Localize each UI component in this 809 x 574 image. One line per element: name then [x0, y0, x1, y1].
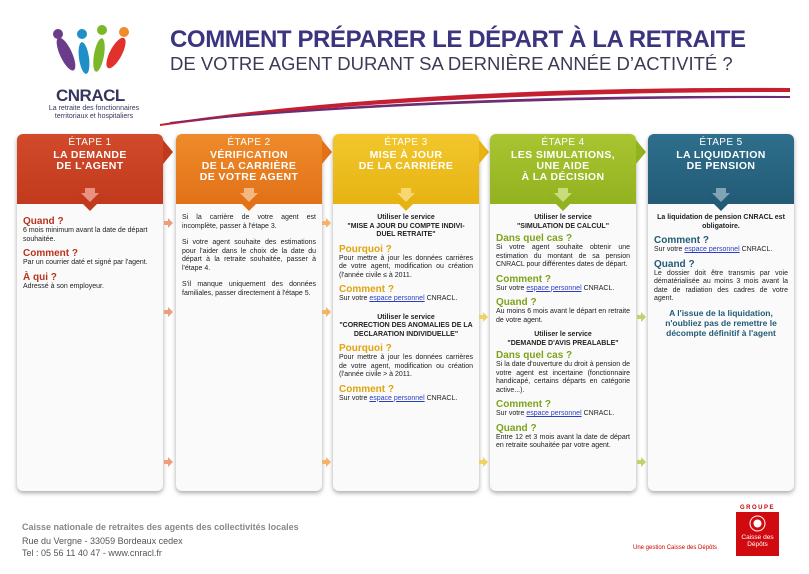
- how-text: [496, 410, 630, 419]
- step-3-content: [339, 214, 473, 407]
- step-2-label: ÉTAPE 2: [227, 137, 271, 148]
- step-2-title: VÉRIFICATION DE LA CARRIÈRE DE VOTRE AGENT: [199, 149, 299, 183]
- when-heading: Quand ?: [496, 297, 537, 308]
- footer-address: Rue du Vergne - 33059 Bordeaux cedex: [22, 536, 183, 546]
- how-text: Par un courrier daté et signé par l'agent.: [23, 259, 148, 266]
- how-heading: Comment ?: [339, 383, 394, 395]
- espace-personnel-link[interactable]: espace personnel: [526, 284, 582, 292]
- how-heading: Comment ?: [654, 235, 709, 246]
- why-heading: Pourquoi ?: [339, 343, 392, 354]
- crest-icon: [749, 515, 766, 532]
- cdc-text: Caisse des Dépôts: [741, 534, 774, 548]
- caisse-des-depots-logo: [736, 512, 779, 556]
- step-1-label: ÉTAPE 1: [68, 137, 112, 148]
- right-arrow-icon: [322, 457, 331, 467]
- logo-subtitle: La retraite des fonctionnaires territoriaux et hospitaliers: [48, 105, 140, 120]
- when-heading: Quand ?: [654, 258, 695, 270]
- when-text: Entre 12 et 3 mois avant la date de départ en retraite souhaitée par votre agent.: [496, 433, 630, 449]
- step-1-content: [23, 214, 157, 295]
- how-suffix: CNRACL.: [583, 284, 615, 292]
- step-4-column: [490, 134, 636, 491]
- down-arrow-icon: [81, 188, 99, 202]
- header-arrow-icon: [636, 140, 646, 164]
- case-heading: Dans quel cas ?: [496, 233, 573, 244]
- step-2-paragraph-2: Si votre agent souhaite des estimations pour l'aider dans le choix de la date du départ à la retraite souhaitée, passer à l'étape 4.: [182, 239, 316, 272]
- how-prefix: Sur votre: [496, 410, 525, 417]
- step-4-title: LES SIMULATIONS, UNE AIDE À LA DÉCISION: [510, 149, 616, 183]
- when-text: Le dossier doit être transmis par voie dématérialisée au moins 3 mois avant la date de radiation des cadres de votre agent.: [654, 269, 788, 302]
- footer-contact: Tel : 05 56 11 40 47 - www.cnracl.fr: [22, 548, 162, 558]
- step-3-label: ÉTAPE 3: [384, 137, 428, 148]
- espace-personnel-link[interactable]: espace personnel: [684, 246, 740, 253]
- to-whom-text: Adressé à son employeur.: [23, 282, 104, 290]
- service-name: "DEMANDE D'AVIS PREALABLE": [507, 339, 619, 347]
- service-intro: Utiliser le service: [377, 313, 435, 321]
- how-suffix: CNRACL.: [426, 394, 458, 402]
- to-whom-heading: À qui ?: [23, 271, 57, 283]
- step-2-paragraph-3: S'il manque uniquement des données familiales, passer directement à l'étape 5.: [182, 281, 316, 297]
- step-4-label: ÉTAPE 4: [541, 137, 585, 148]
- service-intro: Utiliser le service: [534, 331, 592, 338]
- how-prefix: Sur votre: [496, 284, 525, 292]
- how-heading: Comment ?: [496, 399, 551, 410]
- right-arrow-icon: [637, 312, 646, 322]
- why-heading: Pourquoi ?: [339, 243, 392, 255]
- how-suffix: CNRACL.: [741, 246, 773, 253]
- footer-gestion: Une gestion Caisse des Dépôts: [633, 545, 718, 551]
- step-2-paragraph-1: Si la carrière de votre agent est incomplète, passer à l'étape 3.: [182, 214, 316, 230]
- espace-personnel-link[interactable]: espace personnel: [369, 295, 425, 302]
- how-suffix: CNRACL.: [426, 295, 458, 302]
- service-name: "MISE A JOUR DU COMPTE INDIVI-DUEL RETRAITE": [347, 222, 465, 238]
- why-text: Pour mettre à jour les données carrières de votre agent, modification ou création (l'année civile ≤ à 2011.: [339, 254, 473, 279]
- how-prefix: Sur votre: [654, 246, 683, 253]
- when-heading: Quand ?: [496, 422, 537, 434]
- step-1-column: [17, 134, 163, 491]
- how-prefix: Sur votre: [339, 295, 368, 302]
- step-3-column: [333, 134, 479, 491]
- logo-wordmark: CNRACL: [56, 86, 125, 105]
- service-name: "SIMULATION DE CALCUL": [516, 222, 610, 230]
- how-heading: Comment ?: [496, 273, 551, 285]
- final-notice: A l'issue de la liquidation, n'oubliez pas de remettre le décompte définitif à l'agent: [665, 307, 777, 338]
- right-arrow-icon: [479, 457, 488, 467]
- header-arrow-icon: [163, 140, 173, 164]
- how-suffix: CNRACL.: [583, 410, 615, 417]
- down-arrow-icon: [240, 188, 258, 202]
- right-arrow-icon: [164, 457, 173, 467]
- case-text: Si la date d'ouverture du droit à pension de votre agent est incertaine (fonctionnaire handicapé, certains départs en catégorie active...).: [496, 361, 630, 394]
- page-title: COMMENT PRÉPARER LE DÉPART À LA RETRAITE: [170, 26, 746, 53]
- when-text: Au moins 6 mois avant le départ en retraite de votre agent.: [496, 308, 630, 324]
- step-5-title: LA LIQUIDATION DE PENSION: [676, 149, 766, 172]
- how-prefix: Sur votre: [339, 394, 368, 402]
- when-text: 6 mois minimum avant la date de départ souhaitée.: [23, 227, 148, 243]
- right-arrow-icon: [164, 307, 173, 317]
- right-arrow-icon: [479, 312, 488, 322]
- when-heading: Quand ?: [23, 216, 64, 227]
- service-intro: Utiliser le service: [534, 214, 592, 221]
- step-5-intro: La liquidation de pension CNRACL est obligatoire.: [657, 214, 785, 230]
- how-heading: Comment ?: [339, 284, 394, 295]
- espace-personnel-link[interactable]: espace personnel: [369, 394, 425, 402]
- case-heading: Dans quel cas ?: [496, 350, 573, 361]
- step-5-label: ÉTAPE 5: [699, 137, 743, 148]
- decorative-swoosh: [160, 76, 790, 126]
- header-arrow-icon: [322, 140, 332, 164]
- page-subtitle: DE VOTRE AGENT DURANT SA DERNIÈRE ANNÉE D’ACTIVITÉ ?: [170, 53, 733, 74]
- case-text: Si votre agent souhaite obtenir une estimation du montant de sa pension CNRACL pour différentes dates de départ.: [496, 244, 630, 268]
- service-name: "CORRECTION DES ANOMALIES DE LA DECLARATION INDIVIDUELLE": [339, 322, 473, 338]
- down-arrow-icon: [712, 188, 730, 202]
- groupe-label: GROUPE: [740, 505, 776, 511]
- why-text: Pour mettre à jour les données carrières de votre agent, modification ou création (l'année civile > à 2011.: [339, 354, 473, 378]
- service-intro: Utiliser le service: [377, 214, 435, 221]
- how-text: [496, 285, 630, 294]
- how-text: [339, 295, 473, 304]
- step-2-column: [176, 134, 322, 491]
- header-arrow-icon: [479, 140, 489, 164]
- how-text: [339, 395, 473, 404]
- how-heading: Comment ?: [23, 248, 78, 259]
- step-5-content: [654, 214, 788, 342]
- step-1-title: LA DEMANDE DE L'AGENT: [53, 149, 127, 172]
- right-arrow-icon: [322, 218, 331, 228]
- espace-personnel-link[interactable]: espace personnel: [526, 410, 582, 417]
- footer-organisation: Caisse nationale de retraites des agents des collectivités locales: [22, 522, 299, 532]
- step-3-title: MISE À JOUR DE LA CARRIÈRE: [358, 149, 454, 172]
- right-arrow-icon: [637, 457, 646, 467]
- right-arrow-icon: [164, 218, 173, 228]
- down-arrow-icon: [397, 188, 415, 202]
- step-4-content: [496, 214, 630, 455]
- right-arrow-icon: [322, 307, 331, 317]
- down-arrow-icon: [554, 188, 572, 202]
- step-2-content: [182, 214, 316, 302]
- step-5-column: [648, 134, 794, 491]
- how-text: [654, 246, 788, 255]
